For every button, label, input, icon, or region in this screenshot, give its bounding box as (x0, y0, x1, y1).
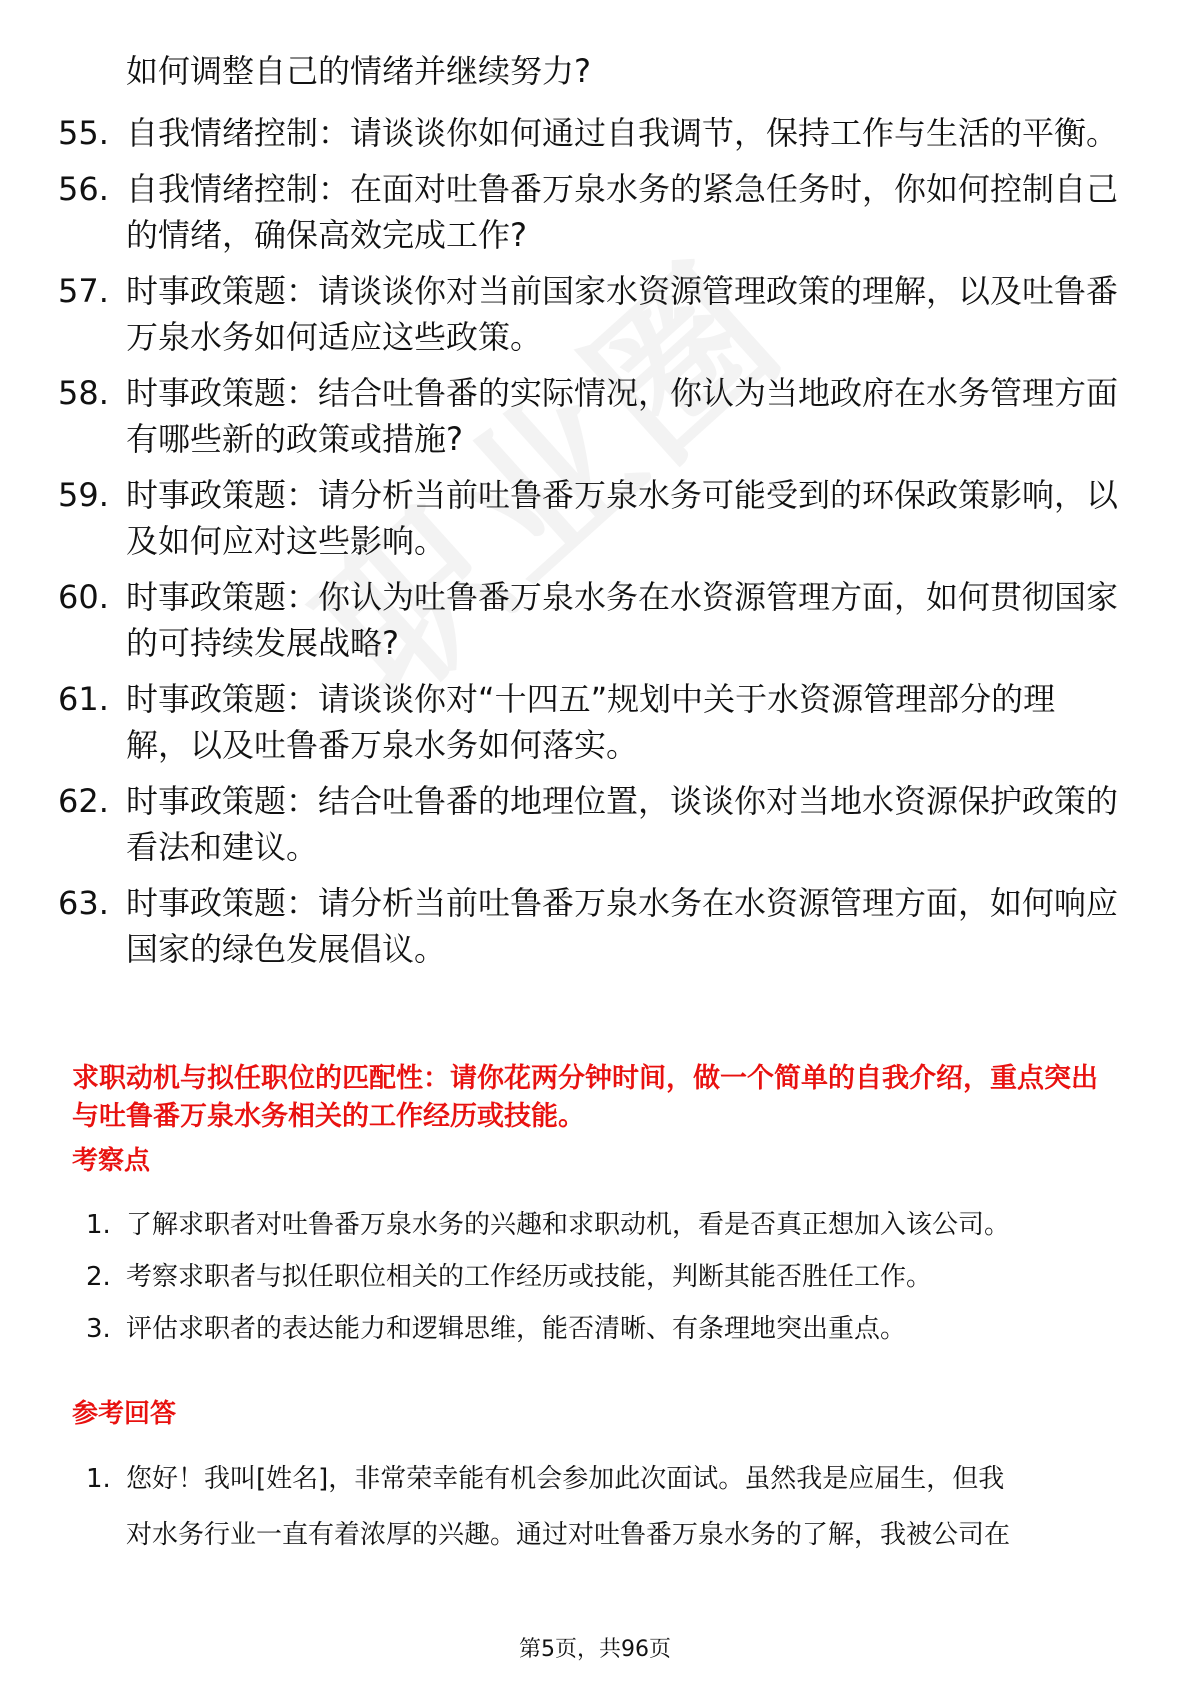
question-number: 59. (58, 476, 109, 514)
question-text: 时事政策题：结合吐鲁番的地理位置，谈谈你对当地水资源保护政策的看法和建议。 (126, 782, 1119, 866)
question-number: 63. (58, 884, 109, 922)
assessment-item (86, 1206, 1126, 1244)
assessment-item (86, 1258, 1126, 1296)
question-text: 自我情绪控制：在面对吐鲁番万泉水务的紧急任务时，你如何控制自己的情绪，确保高效完成工作? (126, 170, 1119, 254)
question-number: 57. (58, 272, 109, 310)
question-item (0, 268, 1118, 360)
question-number: 60. (58, 578, 109, 616)
question-item (0, 778, 1118, 870)
assessment-item-number: 1. (86, 1210, 111, 1240)
reference-answer-line: 您好！我叫[姓名]，非常荣幸能有机会参加此次面试。虽然我是应届生，但我 (126, 1464, 1005, 1494)
assessment-points-label: 考察点 (72, 1146, 151, 1176)
question-number: 62. (58, 782, 109, 820)
question-text: 时事政策题：请谈谈你对“十四五”规划中关于水资源管理部分的理解，以及吐鲁番万泉水务如何落实。 (126, 680, 1056, 764)
motivation-question-heading: 求职动机与拟任职位的匹配性：请你花两分钟时间，做一个简单的自我介绍，重点突出与吐鲁番万泉水务相关的工作经历或技能。 (72, 1063, 1098, 1132)
question-text: 自我情绪控制：请谈谈你如何通过自我调节，保持工作与生活的平衡。 (126, 114, 1119, 152)
question-number: 55. (58, 114, 109, 152)
reference-answer-item (86, 1460, 1126, 1498)
question-item (0, 676, 1118, 768)
question-item (0, 574, 1118, 666)
question-number: 58. (58, 374, 109, 412)
assessment-item-number: 2. (86, 1262, 111, 1292)
reference-answer-number: 1. (86, 1464, 111, 1494)
assessment-item-text: 了解求职者对吐鲁番万泉水务的兴趣和求职动机，看是否真正想加入该公司。 (126, 1210, 1011, 1240)
question-number: 56. (58, 170, 109, 208)
question-text: 时事政策题：请分析当前吐鲁番万泉水务可能受到的环保政策影响，以及如何应对这些影响。 (126, 476, 1119, 560)
question-text: 时事政策题：结合吐鲁番的实际情况，你认为当地政府在水务管理方面有哪些新的政策或措施? (126, 374, 1119, 458)
question-item (0, 110, 1118, 156)
question-list (0, 110, 1190, 982)
assessment-item-number: 3. (86, 1314, 111, 1344)
question-item (0, 880, 1118, 972)
reference-answer-label: 参考回答 (72, 1399, 177, 1429)
question-text: 时事政策题：请分析当前吐鲁番万泉水务在水资源管理方面，如何响应国家的绿色发展倡议。 (126, 884, 1119, 968)
assessment-item (86, 1310, 1126, 1348)
question-continuation: 如何调整自己的情绪并继续努力? (126, 52, 591, 90)
question-text: 时事政策题：你认为吐鲁番万泉水务在水资源管理方面，如何贯彻国家的可持续发展战略? (126, 578, 1119, 662)
question-item (0, 472, 1118, 564)
question-text: 时事政策题：请谈谈你对当前国家水资源管理政策的理解，以及吐鲁番万泉水务如何适应这些政策。 (126, 272, 1119, 356)
assessment-item-text: 评估求职者的表达能力和逻辑思维，能否清晰、有条理地突出重点。 (126, 1314, 907, 1344)
question-number: 61. (58, 680, 109, 718)
reference-answer-line: 对水务行业一直有着浓厚的兴趣。通过对吐鲁番万泉水务的了解，我被公司在 (126, 1520, 1011, 1550)
assessment-item-text: 考察求职者与拟任职位相关的工作经历或技能，判断其能否胜任工作。 (126, 1262, 933, 1292)
question-item (0, 370, 1118, 462)
page-footer: 第5页，共96页 (519, 1637, 671, 1662)
question-item (0, 166, 1118, 258)
